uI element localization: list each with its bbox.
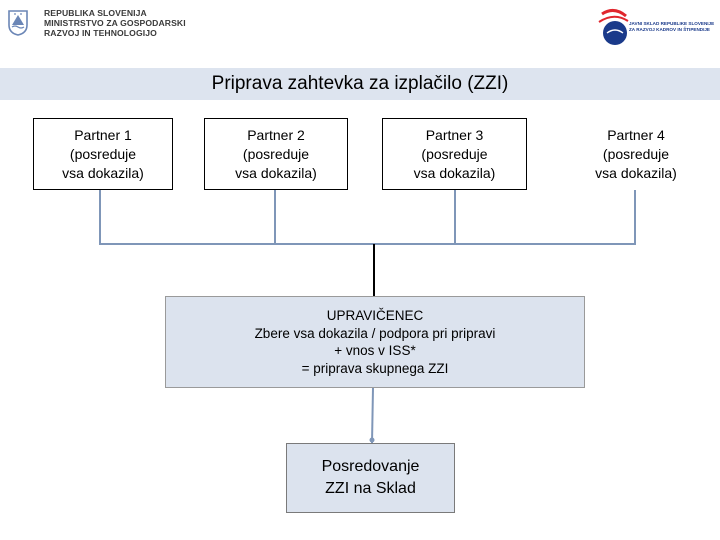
submission-box: [286, 443, 455, 513]
partner-3-documents: vsa dokazila): [413, 164, 496, 181]
partner-2-name: Partner 2: [247, 126, 305, 143]
ministry-line-1: REPUBLIKA SLOVENIJA: [44, 8, 147, 18]
partner-3-name: Partner 3: [425, 126, 484, 143]
beneficiary-title: UPRAVIČENEC: [326, 308, 424, 323]
ministry-line-3: RAZVOJ IN TEHNOLOGIJO: [44, 28, 157, 38]
partner-4-name: Partner 4: [607, 126, 665, 143]
connector-to-final: [372, 388, 373, 443]
partner-1-documents: vsa dokazila): [62, 164, 144, 181]
partner-2-box: [204, 118, 348, 190]
connector-end-dot: [370, 438, 375, 443]
partner-1-role: (posreduje: [69, 145, 137, 162]
partner-4-box: [566, 118, 706, 190]
submission-line-2: ZZI na Sklad: [325, 480, 416, 497]
beneficiary-collects: Zbere vsa dokazila / podpora pri pripravi: [254, 325, 496, 341]
fund-line-1: JAVNI SKLAD REPUBLIKE SLOVENIJE: [629, 21, 715, 26]
partner-3-role: (posreduje: [421, 145, 488, 162]
partner-4-role: (posreduje: [602, 145, 670, 162]
fund-line-2: ZA RAZVOJ KADROV IN ŠTIPENDIJE: [629, 27, 710, 32]
partner-3-box: [382, 118, 527, 190]
ministry-line-2: MINISTRSTVO ZA GOSPODARSKI: [44, 18, 186, 28]
partner-4-documents: vsa dokazila): [595, 164, 677, 181]
partner-1-box: [33, 118, 173, 190]
beneficiary-iss-entry: + vnos v ISS*: [334, 343, 416, 358]
beneficiary-joint-zzi: = priprava skupnega ZZI: [301, 360, 449, 376]
submission-line-1: Posredovanje: [321, 458, 420, 475]
page-title: Priprava zahtevka za izplačilo (ZZI): [211, 73, 509, 94]
partner-1-name: Partner 1: [74, 126, 132, 143]
beneficiary-box: [165, 296, 585, 388]
partner-2-documents: vsa dokazila): [235, 164, 317, 181]
partner-2-role: (posreduje: [242, 145, 310, 162]
